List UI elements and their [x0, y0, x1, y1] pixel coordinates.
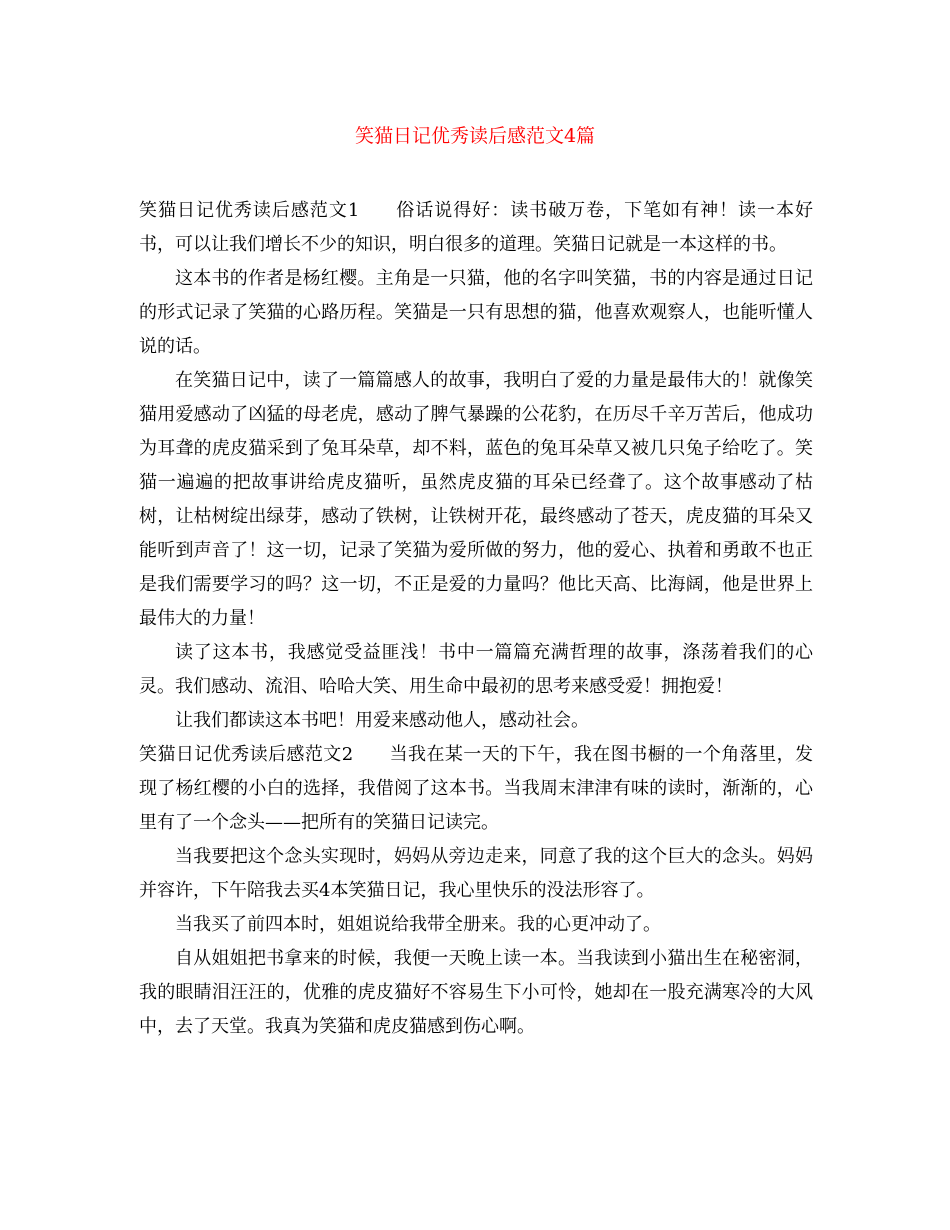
section-1-lead-paragraph — [139, 194, 813, 262]
document-title: 笑猫日记优秀读后感范文4篇 — [354, 125, 596, 147]
paragraph: 在笑猫日记中，读了一篇篇感人的故事，我明白了爱的力量是最伟大的！就像笑猫用爱感动了凶猛的母老虎，感动了脾气暴躁的公花豹，在历尽千辛万苦后，他成功为耳聋的虎皮猫采到了兔耳朵草，却不料，蓝色的兔耳朵草又被几只兔子给吃了。笑猫一遍遍的把故事讲给虎皮猫听，虽然虎皮猫的耳朵已经聋了。这个故事感动了枯树，让枯树绽出绿芽，感动了铁树，让铁树开花，最终感动了苍天，虎皮猫的耳朵又能听到声音了！这一切，记录了笑猫为爱所做的努力，他的爱心、执着和勇敢不也正是我们需要学习的吗？这一切，不正是爱的力量吗？他比天高、比海阔，他是世界上最伟大的力量！ — [139, 370, 813, 629]
section-2-heading: 笑猫日记优秀读后感范文2 — [139, 744, 354, 765]
section-1-lead-text: 俗话说得好：读书破万卷，下笔如有神！读一本好书，可以让我们增长不少的知识，明白很多的道理。笑猫日记就是一本这样的书。 — [139, 200, 814, 255]
section-2-lead-text: 当我在某一天的下午，我在图书橱的一个角落里，发现了杨红樱的小白的选择，我借阅了这本书。当我周末津津有味的读时，渐渐的，心里有了一个念头——把所有的笑猫日记读完。 — [139, 744, 814, 833]
paragraph: 读了这本书，我感觉受益匪浅！书中一篇篇充满哲理的故事，涤荡着我们的心灵。我们感动、流泪、哈哈大笑、用生命中最初的思考来感受爱！拥抱爱！ — [139, 642, 813, 697]
section-1-heading: 笑猫日记优秀读后感范文1 — [139, 200, 360, 221]
paragraph: 这本书的作者是杨红樱。主角是一只猫，他的名字叫笑猫，书的内容是通过日记的形式记录了笑猫的心路历程。笑猫是一只有思想的猫，他喜欢观察人，也能听懂人说的话。 — [139, 268, 813, 357]
paragraph: 当我要把这个念头实现时，妈妈从旁边走来，同意了我的这个巨大的念头。妈妈并容许，下午陪我去买4本笑猫日记，我心里快乐的没法形容了。 — [139, 846, 813, 901]
paragraph: 自从姐姐把书拿来的时候，我便一天晚上读一本。当我读到小猫出生在秘密洞，我的眼睛泪汪汪的，优雅的虎皮猫好不容易生下小可怜，她却在一股充满寒冷的大风中，去了天堂。我真为笑猫和虎皮猫感到伤心啊。 — [139, 948, 813, 1037]
paragraph: 让我们都读这本书吧！用爱来感动他人，感动社会。 — [175, 710, 589, 731]
document-body — [139, 194, 813, 1044]
section-2-lead-paragraph — [139, 738, 813, 840]
paragraph: 当我买了前四本时，姐姐说给我带全册来。我的心更冲动了。 — [175, 914, 661, 935]
